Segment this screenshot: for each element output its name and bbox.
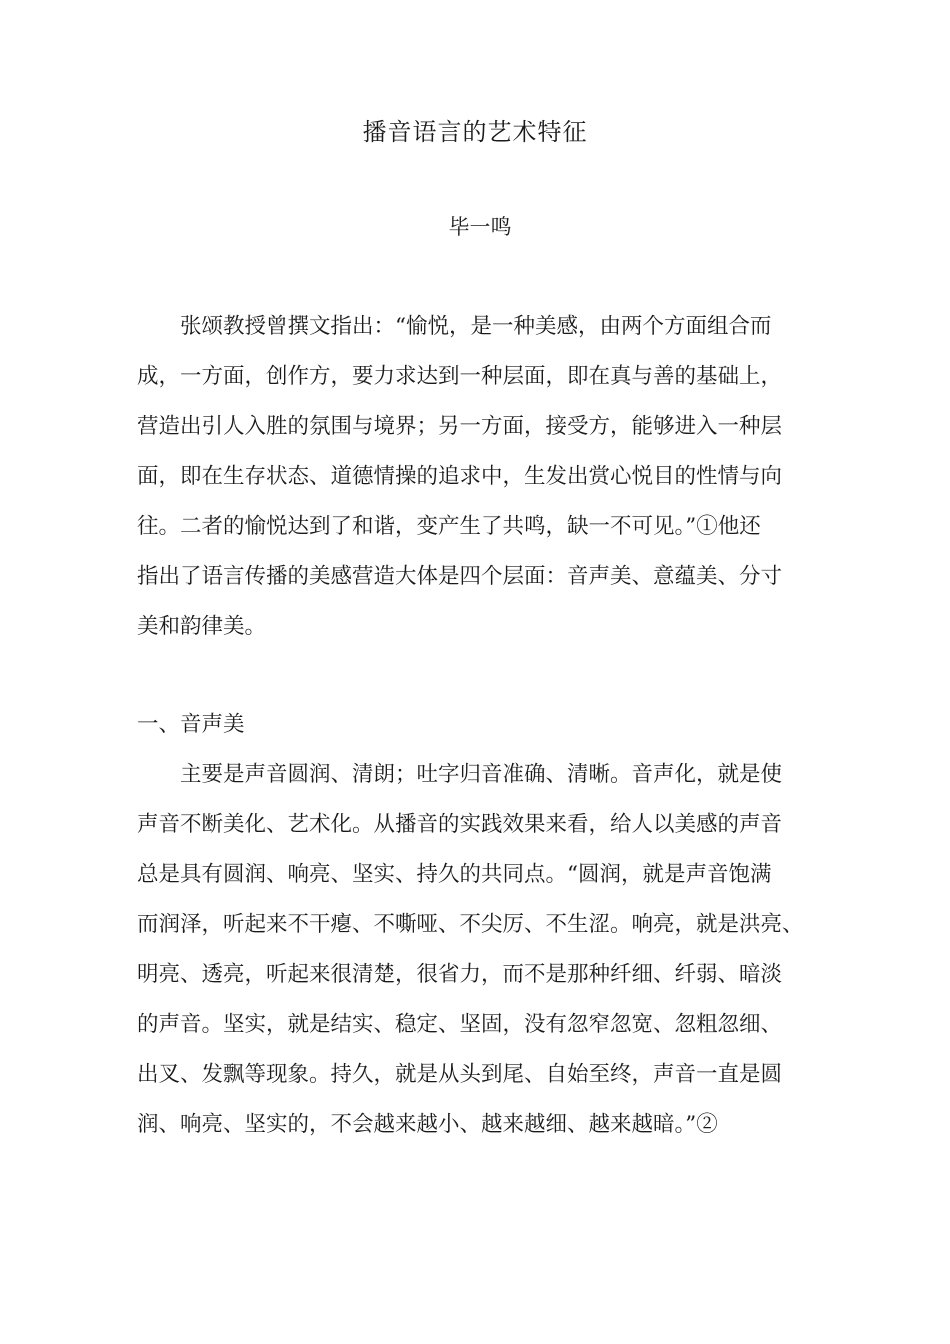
section-heading-text: 一、音声美 xyxy=(137,712,245,737)
document-title: 播音语言的艺术特征 xyxy=(362,118,588,146)
paragraph-line: 而润泽，听起来不干瘪、不嘶哑、不尖厉、不生涩。响亮，就是洪亮、 xyxy=(137,912,804,937)
paragraph-line: 指出了语言传播的美感营造大体是四个层面：音声美、意蕴美、分寸 xyxy=(137,564,783,589)
paragraph-line: 往。二者的愉悦达到了和谐，变产生了共鸣，缺一不可见。”①他还 xyxy=(137,514,761,539)
paragraph-line: 声音不断美化、艺术化。从播音的实践效果来看，给人以美感的声音 xyxy=(137,812,783,837)
paragraph-line: 张颂教授曾撰文指出：“愉悦，是一种美感，由两个方面组合而 xyxy=(180,314,772,339)
paragraph-intro xyxy=(137,302,827,652)
paragraph-line: 明亮、透亮，听起来很清楚，很省力，而不是那种纤细、纤弱、暗淡 xyxy=(137,962,783,987)
paragraph-line: 成，一方面，创作方，要力求达到一种层面，即在真与善的基础上， xyxy=(137,364,783,389)
paragraph-line: 美和韵律美。 xyxy=(137,614,267,639)
paragraph-line: 总是具有圆润、响亮、坚实、持久的共同点。“圆润，就是声音饱满 xyxy=(137,862,772,887)
paragraph-line: 的声音。坚实，就是结实、稳定、坚固，没有忽窄忽宽、忽粗忽细、 xyxy=(137,1012,783,1037)
paragraph-line: 主要是声音圆润、清朗；吐字归音准确、清晰。音声化，就是使 xyxy=(180,762,783,787)
paragraph-line: 面，即在生存状态、道德情操的追求中，生发出赏心悦目的性情与向 xyxy=(137,464,783,489)
paragraph-line: 营造出引人入胜的氛围与境界；另一方面，接受方，能够进入一种层 xyxy=(137,414,783,439)
document-author: 毕一鸣 xyxy=(448,215,512,239)
paragraph-line: 润、响亮、坚实的，不会越来越小、越来越细、越来越暗。”② xyxy=(137,1112,718,1137)
paragraph-line: 出叉、发飘等现象。持久，就是从头到尾、自始至终，声音一直是圆 xyxy=(137,1062,783,1087)
section-heading xyxy=(137,700,827,750)
paragraph-sound-beauty xyxy=(137,750,827,1150)
